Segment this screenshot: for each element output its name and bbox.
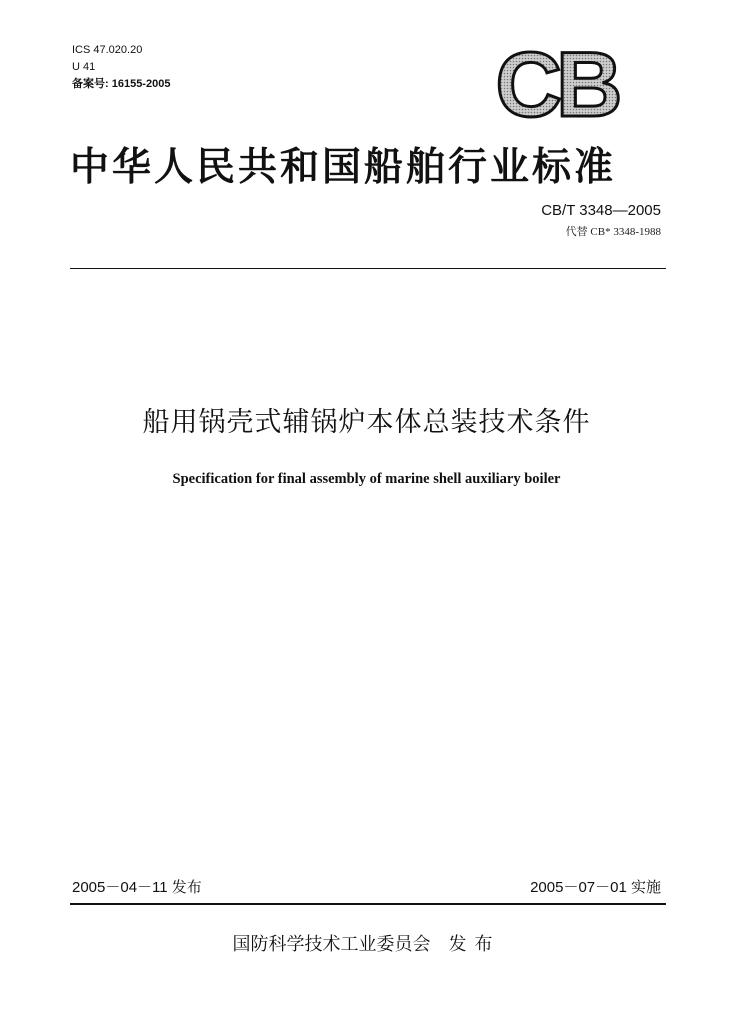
- publisher-name: 国防科学技术工业委员会: [232, 934, 431, 955]
- document-title-english: Specification for final assembly of marine shell auxiliary boiler: [172, 471, 561, 487]
- organization-title: 中华人民共和国船舶行业标准: [70, 145, 617, 190]
- replaces-standard: 代替 CB* 3348-1988: [565, 226, 661, 238]
- metadata-block: [72, 42, 170, 93]
- filing-number: 备案号: 16155-2005: [72, 78, 171, 90]
- top-divider: [70, 268, 666, 269]
- cb-logo-graphic: [482, 42, 630, 124]
- ics-code: ICS 47.020.20: [72, 44, 143, 56]
- standard-code: CB/T 3348—2005: [541, 202, 661, 219]
- bottom-divider: [70, 903, 666, 905]
- publisher-line: [0, 930, 733, 956]
- publisher-verb: 发布: [448, 934, 501, 955]
- document-title-chinese: 船用锅壳式辅锅炉本体总装技术条件: [142, 407, 591, 438]
- implementation-date: 2005－07－01 实施: [530, 879, 661, 896]
- cb-logo-text: CB: [495, 42, 617, 124]
- issue-date: 2005－04－11 发布: [72, 879, 202, 896]
- cb-logo: [482, 42, 630, 124]
- class-code: U 41: [72, 61, 96, 73]
